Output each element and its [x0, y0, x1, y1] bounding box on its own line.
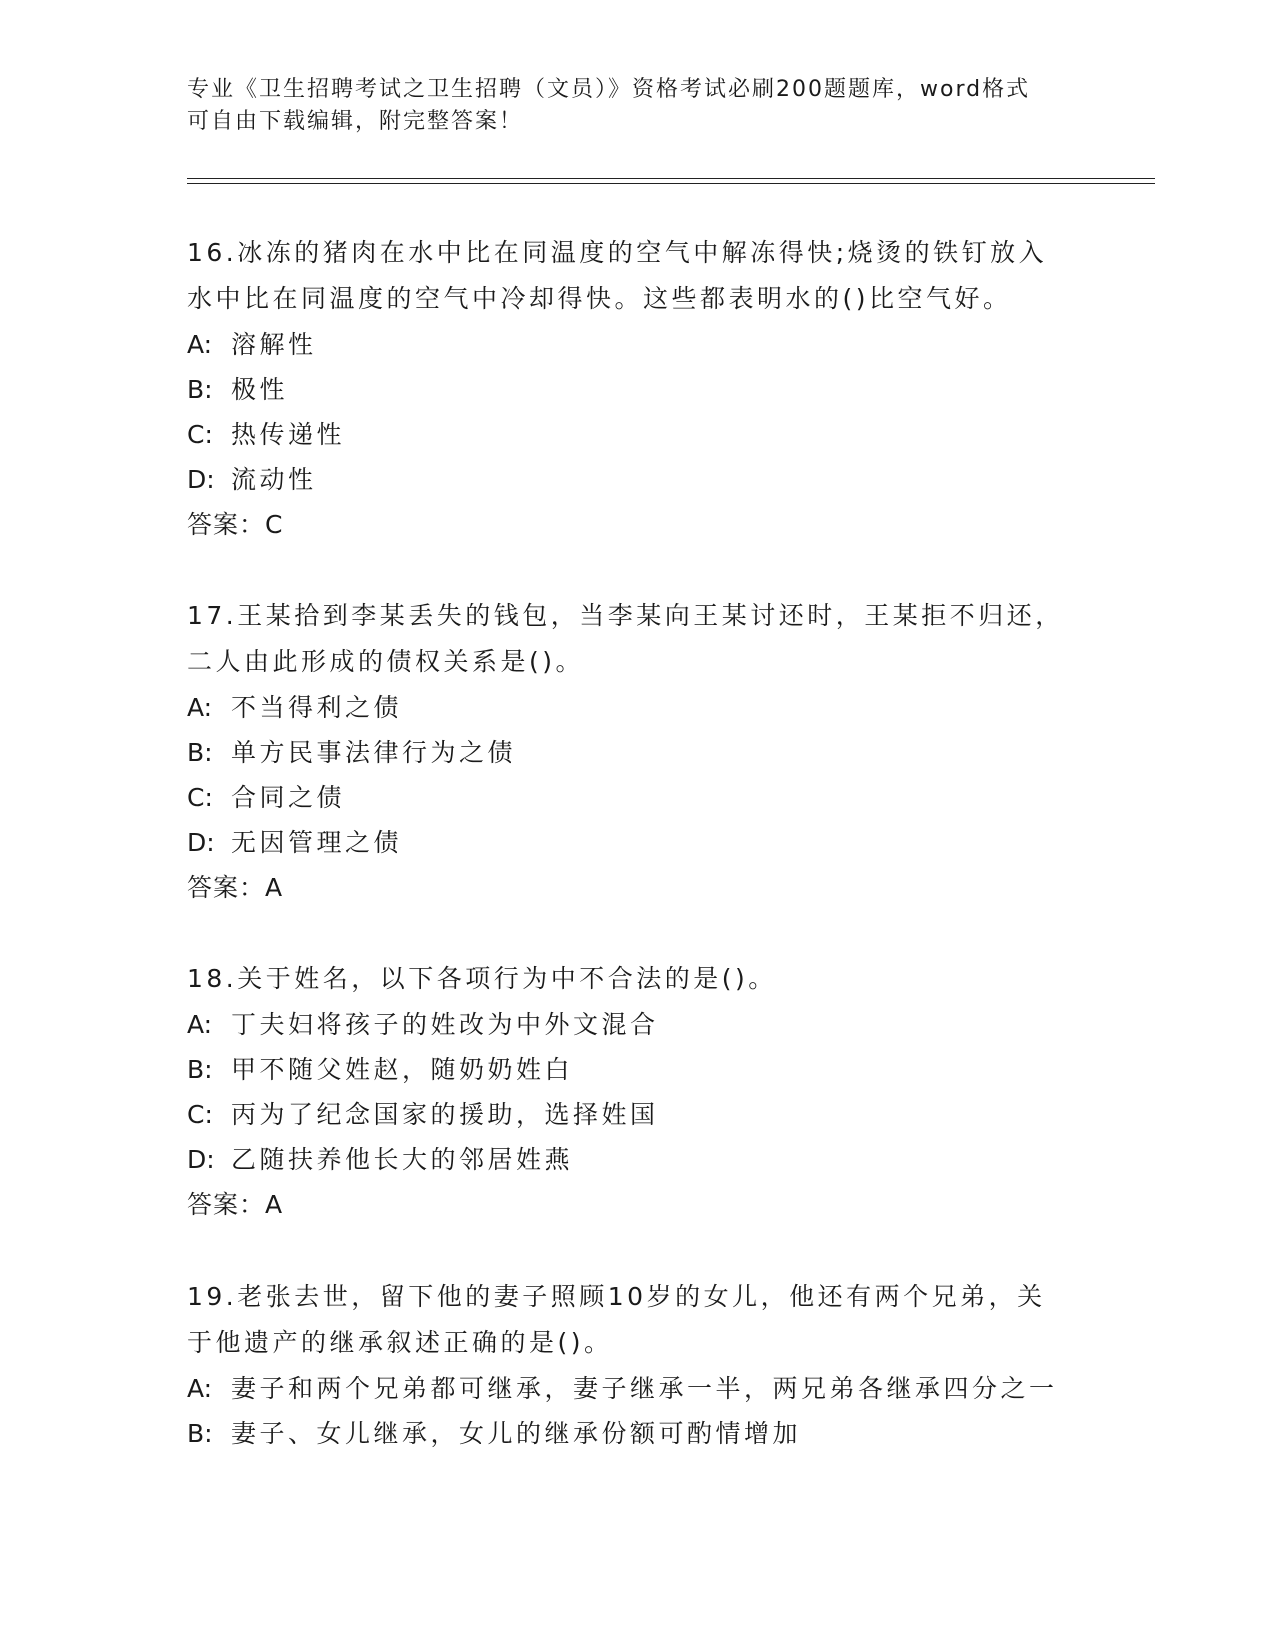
answer-line: [187, 865, 1087, 911]
option-d: [187, 457, 1087, 502]
answer-label: 答案：: [187, 1190, 266, 1219]
option-c: [187, 412, 1087, 457]
option-text: 乙随扶养他长大的邻居姓燕: [231, 1145, 574, 1174]
option-c: [187, 1092, 1087, 1137]
option-b: [187, 1411, 1187, 1456]
header-divider-bottom: [187, 183, 1155, 184]
option-text: 溶解性: [231, 330, 317, 359]
option-b: [187, 1047, 1087, 1092]
option-tag: A:: [187, 1010, 213, 1039]
option-text: 热传递性: [231, 420, 346, 449]
option-text: 合同之债: [231, 783, 346, 812]
option-tag: B:: [187, 738, 213, 767]
option-text: 极性: [231, 375, 289, 404]
option-tag: A:: [187, 330, 213, 359]
option-text: 丁夫妇将孩子的姓改为中外文混合: [231, 1010, 659, 1039]
option-tag: D:: [187, 1145, 215, 1174]
question-19: [187, 1274, 1187, 1456]
header-line-1: 专业《卫生招聘考试之卫生招聘（文员）》资格考试必刷200题题库，word格式: [187, 77, 1031, 102]
option-d: [187, 1137, 1087, 1182]
option-text: 丙为了纪念国家的援助，选择姓国: [231, 1100, 659, 1129]
option-text: 妻子和两个兄弟都可继承，妻子继承一半，两兄弟各继承四分之一: [231, 1374, 1058, 1403]
option-tag: D:: [187, 828, 215, 857]
option-tag: B:: [187, 1055, 213, 1084]
question-stem-line: 水中比在同温度的空气中冷却得快。这些都表明水的()比空气好。: [187, 284, 1012, 313]
question-stem-line: 17.王某拾到李某丢失的钱包，当李某向王某讨还时，王某拒不归还，: [187, 601, 1064, 630]
option-tag: B:: [187, 1419, 213, 1448]
answer-line: [187, 502, 1087, 548]
option-text: 不当得利之债: [231, 693, 403, 722]
option-text: 单方民事法律行为之债: [231, 738, 517, 767]
option-text: 流动性: [231, 465, 317, 494]
option-d: [187, 820, 1087, 865]
question-16: [187, 230, 1087, 548]
option-a: [187, 1366, 1187, 1411]
header-divider-top: [187, 178, 1155, 179]
question-stem-line: 18.关于姓名，以下各项行为中不合法的是()。: [187, 964, 777, 993]
document-header: [187, 74, 1067, 138]
header-line-2: 可自由下载编辑，附完整答案！: [187, 109, 524, 134]
answer-value: C: [265, 510, 284, 539]
answer-value: A: [265, 873, 284, 902]
option-tag: C:: [187, 783, 213, 812]
option-text: 妻子、女儿继承，女儿的继承份额可酌情增加: [231, 1419, 802, 1448]
answer-label: 答案：: [187, 873, 266, 902]
answer-value: A: [265, 1190, 284, 1219]
option-text: 无因管理之债: [231, 828, 403, 857]
question-18: [187, 956, 1087, 1228]
question-stem-line: 于他遗产的继承叙述正确的是()。: [187, 1328, 613, 1357]
option-tag: B:: [187, 375, 213, 404]
question-stem-line: 19.老张去世，留下他的妻子照顾10岁的女儿，他还有两个兄弟，关: [187, 1282, 1046, 1311]
option-a: [187, 1002, 1087, 1047]
option-tag: C:: [187, 1100, 213, 1129]
option-tag: A:: [187, 1374, 213, 1403]
option-text: 甲不随父姓赵，随奶奶姓白: [231, 1055, 574, 1084]
option-tag: D:: [187, 465, 215, 494]
answer-line: [187, 1182, 1087, 1228]
option-tag: C:: [187, 420, 213, 449]
option-b: [187, 730, 1087, 775]
option-a: [187, 322, 1087, 367]
question-17: [187, 593, 1087, 911]
option-b: [187, 367, 1087, 412]
question-stem-line: 二人由此形成的债权关系是()。: [187, 647, 585, 676]
answer-label: 答案：: [187, 510, 266, 539]
question-stem-line: 16.冰冻的猪肉在水中比在同温度的空气中解冻得快;烧烫的铁钉放入: [187, 238, 1048, 267]
option-a: [187, 685, 1087, 730]
option-tag: A:: [187, 693, 213, 722]
option-c: [187, 775, 1087, 820]
